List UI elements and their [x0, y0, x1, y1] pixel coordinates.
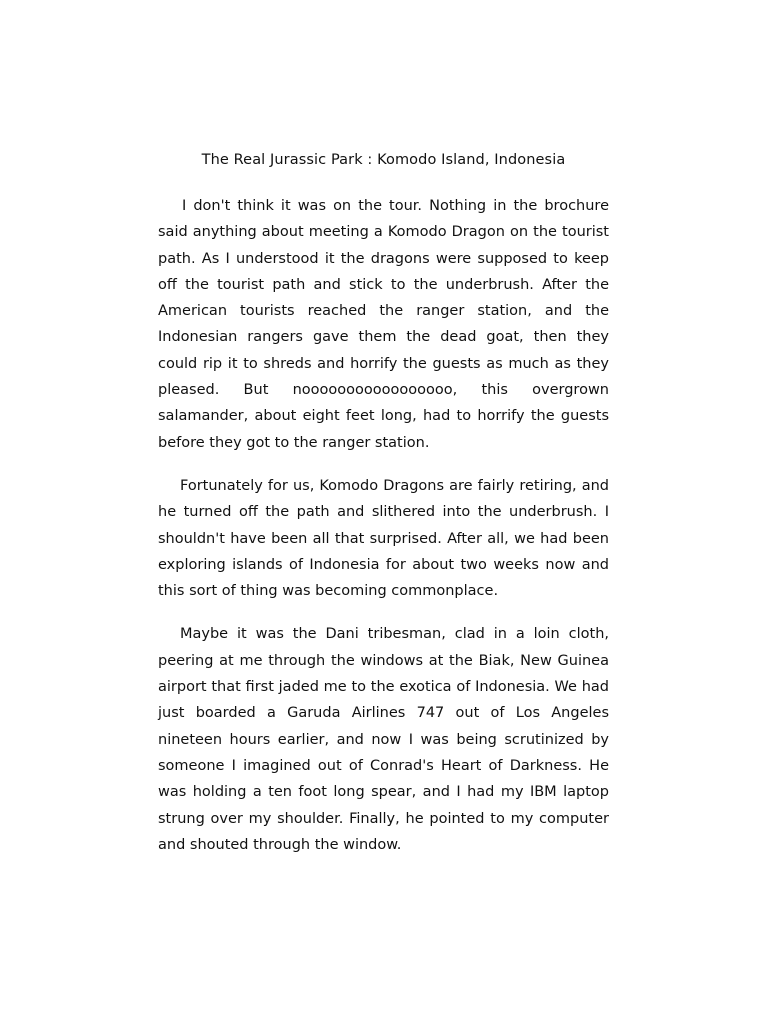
document-title: The Real Jurassic Park : Komodo Island, Indonesia	[201, 152, 566, 168]
paragraph-3: Maybe it was the Dani tribesman, clad in a loin cloth, peering at me through the windows at the Biak, New Guinea airport that first jaded me to the exotica of Indonesia. We had just boarded a Garuda Airlines 747 out of Los Angeles nineteen hours earlier, and now I was being scrutinized by someone I imagined out of Conrad's Heart of Darkness. He was holding a ten foot long spear, and I had my IBM laptop strung over my shoulder. Finally, he pointed to my computer and shouted through the window.	[158, 626, 609, 853]
paragraph-2: Fortunately for us, Komodo Dragons are fairly retiring, and he turned off the path and slithered into the underbrush. I shouldn't have been all that surprised. After all, we had been exploring islands of Indonesia for about two weeks now and this sort of thing was becoming commonplace.	[158, 477, 609, 600]
paragraph-1: I don't think it was on the tour. Nothing in the brochure said anything about meeting a Komodo Dragon on the tourist path. As I understood it the dragons were supposed to keep off the tourist path and stick to the underbrush. After the American tourists reached the ranger station, and the Indonesian rangers gave them the dead goat, then they could rip it to shreds and horrify the guests as much as they pleased. But nooooooooooooooooo, this overgrown salamander, about eight feet long, had to horrify the guests before they got to the ranger station.	[158, 198, 609, 451]
document-page	[158, 148, 609, 875]
